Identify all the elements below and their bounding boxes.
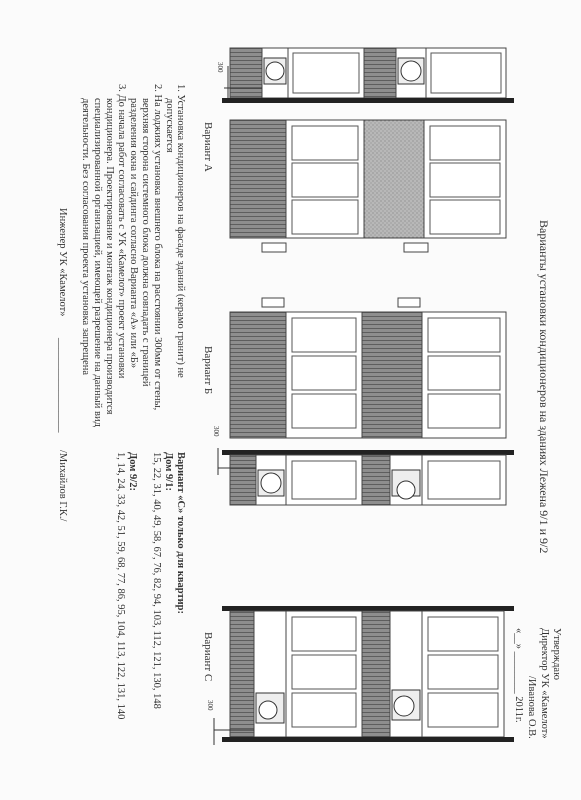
note-line: 2. На лоджиях установка внешнего блока на расстоянии 300мм от стены, [152,84,163,411]
dimension-label-c: 300 [206,700,214,711]
approval-signature-line: /Иванова О.В. [526,676,537,739]
note-line: специализированной организацией, имеющей разрешение на данный вид [92,98,103,427]
house-2-label: Дом 9/2: [127,452,138,491]
variant-c-heading: Вариант «С» только для квартир: [175,452,186,615]
variant-a-facade [230,120,506,252]
variant-b-label: Вариант Б [202,346,214,395]
variant-a-label: Вариант А [202,122,214,172]
approval-line-2: Директор УК «Камелот» [539,628,550,739]
note-line: 3. До начала работ согласовать с УК «Камелот» проект установки [116,84,127,379]
variant-a-outer-drawing [222,48,514,103]
house-1-label: Дом 9/1: [163,452,174,491]
variant-b-facade [230,298,506,438]
engineer-label: Инженер УК «Камелот» [57,208,68,317]
house-2-apartments: 1, 14, 24, 33, 42, 51, 59, 68, 77, 86, 95, 104, 113, 122, 131, 140 [115,452,126,720]
variant-b-outer-drawing [218,448,514,505]
engineer-signature-line: __________________ [57,338,68,433]
variant-c-label: Вариант С [202,632,214,682]
note-line: разделения окна и сайдинга согласно Варианта «А» или «Б» [128,98,139,369]
engineer-name: /Михайлов Г.К./ [57,450,68,522]
house-1-apartments: 15, 22, 31, 40, 49, 58, 67, 76, 82, 94, 103, 112, 121, 130, 148 [151,452,162,709]
note-line: кондиционера. Проектирование и монтаж кондиционера производится [104,98,115,415]
note-line: 1. Установка кондиционеров на фасаде зданий (керамо гранит) не [175,84,186,378]
dimension-label-b: 300 [212,426,220,437]
document-title: Варианты установки кондиционеров на зданиях Лежена 9/1 и 9/2 [537,220,551,554]
approval-date-line: «__» ________ 2011г. [513,628,524,723]
note-line: деятельности. Без согласования проекта установка запрещена [80,98,91,376]
dimension-label-a: 300 [216,62,224,73]
variant-c-facade [214,606,514,745]
approval-line-1: Утверждаю [551,628,562,680]
note-line: верхняя сторона системного блока должна совпадать с границей [140,98,151,387]
note-line: допускается [164,98,175,153]
